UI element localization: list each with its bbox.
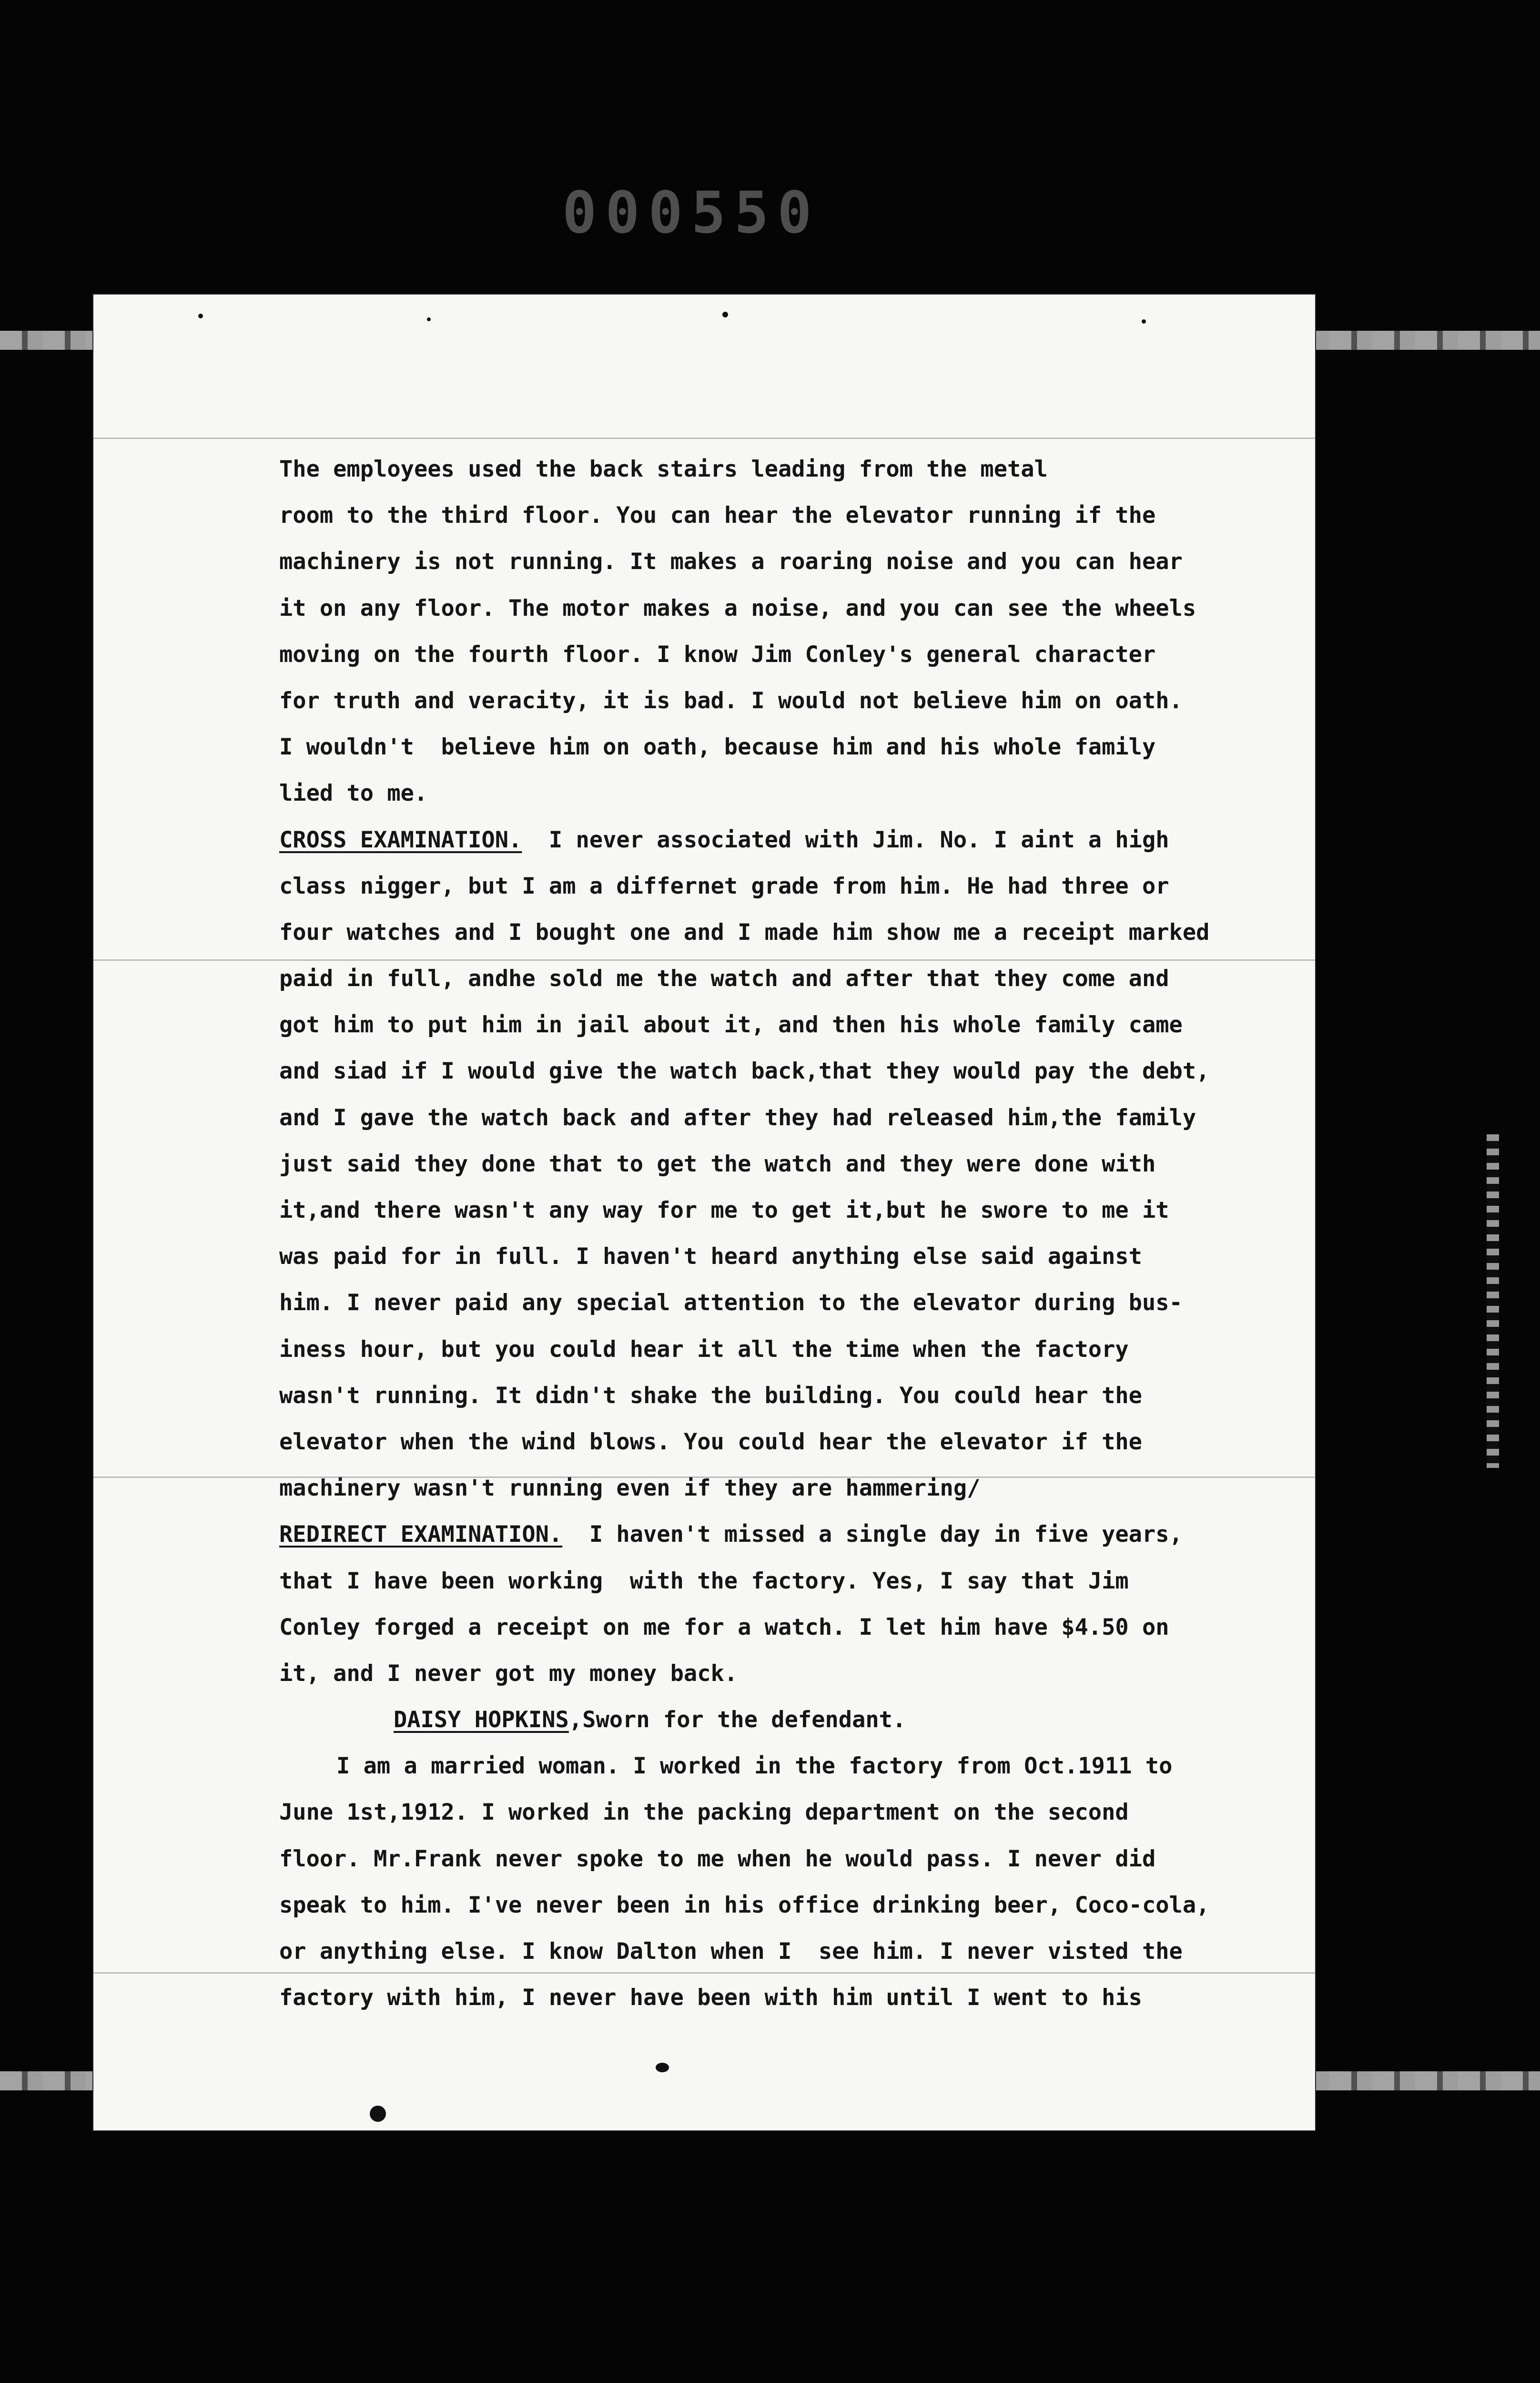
text-line: was paid for in full. I haven't heard anything else said against — [279, 1243, 1142, 1270]
cross-examination-line — [279, 817, 1261, 863]
page-rule — [93, 438, 1315, 439]
witness-sworn: ,Sworn for the defendant. — [568, 1707, 906, 1733]
text-line: and I gave the watch back and after they had released him,the family — [279, 1104, 1196, 1131]
text-line: it,and there wasn't any way for me to get it,but he swore to me it — [279, 1197, 1169, 1223]
text-line: machinery wasn't running even if they are hammering/ — [279, 1475, 981, 1502]
text-line: wasn't running. It didn't shake the building. You could hear the — [279, 1382, 1142, 1409]
cross-examination-heading: CROSS EXAMINATION. — [279, 826, 522, 853]
witness-name: DAISY HOPKINS — [394, 1707, 569, 1733]
text-line: elevator when the wind blows. You could hear the elevator if the — [279, 1428, 1142, 1455]
text-line: just said they done that to get the watch and they were done with — [279, 1151, 1156, 1177]
text-line: four watches and I bought one and I made him show me a receipt marked — [279, 919, 1210, 946]
text-line: iness hour, but you could hear it all the time when the factory — [279, 1336, 1129, 1363]
ink-speck — [722, 312, 728, 317]
document-page — [93, 295, 1315, 2130]
text-line: or anything else. I know Dalton when I see him. I never visted the — [279, 1938, 1183, 1965]
text-line: paid in full, andhe sold me the watch and after that they come and — [279, 966, 1169, 992]
witness-heading-line — [279, 1697, 1261, 1743]
text-line: room to the third floor. You can hear the elevator running if the — [279, 502, 1156, 529]
text-line: that I have been working with the factory. Yes, I say that Jim — [279, 1568, 1129, 1594]
text-line: class nigger, but I am a differnet grade from him. He had three or — [279, 873, 1169, 899]
text-line: floor. Mr.Frank never spoke to me when he would pass. I never did — [279, 1845, 1156, 1872]
text-line-rest: I never associated with Jim. No. I aint a high — [522, 826, 1169, 853]
redirect-examination-line — [279, 1511, 1261, 1558]
redirect-examination-heading: REDIRECT EXAMINATION. — [279, 1521, 563, 1548]
text-line: factory with him, I never have been with him until I went to his — [279, 1985, 1142, 2011]
text-line: lied to me. — [279, 780, 428, 807]
ink-speck — [1142, 319, 1146, 324]
text-line: The employees used the back stairs leading from the metal — [279, 456, 1048, 482]
text-line: speak to him. I've never been in his office drinking beer, Coco-cola, — [279, 1892, 1210, 1918]
text-line: June 1st,1912. I worked in the packing department on the second — [279, 1799, 1129, 1826]
text-line: Conley forged a receipt on me for a watch. I let him have $4.50 on — [279, 1614, 1169, 1640]
text-line: for truth and veracity, it is bad. I would not believe him on oath. — [279, 687, 1183, 714]
ink-speck — [370, 2106, 386, 2122]
text-line-rest: I haven't missed a single day in five years, — [562, 1521, 1183, 1548]
testimony-text — [279, 446, 1261, 2021]
text-line: and siad if I would give the watch back,that they would pay the debt, — [279, 1058, 1210, 1085]
text-line: I am a married woman. I worked in the factory from Oct.1911 to — [336, 1753, 1173, 1780]
text-line: him. I never paid any special attention to the elevator during bus- — [279, 1290, 1183, 1316]
text-line: it, and I never got my money back. — [279, 1660, 738, 1687]
ink-speck — [427, 317, 431, 321]
text-line: I wouldn't believe him on oath, because him and his whole family — [279, 734, 1156, 761]
text-line: machinery is not running. It makes a roaring noise and you can hear — [279, 549, 1183, 575]
text-line: it on any floor. The motor makes a noise, and you can see the wheels — [279, 595, 1196, 621]
text-line: moving on the fourth floor. I know Jim Conley's general character — [279, 641, 1156, 668]
text-line: got him to put him in jail about it, and then his whole family came — [279, 1012, 1183, 1039]
ink-speck — [656, 2063, 669, 2072]
frame-number: 000550 — [562, 180, 821, 246]
film-side-streak — [1487, 1134, 1499, 1468]
ink-speck — [198, 314, 203, 318]
